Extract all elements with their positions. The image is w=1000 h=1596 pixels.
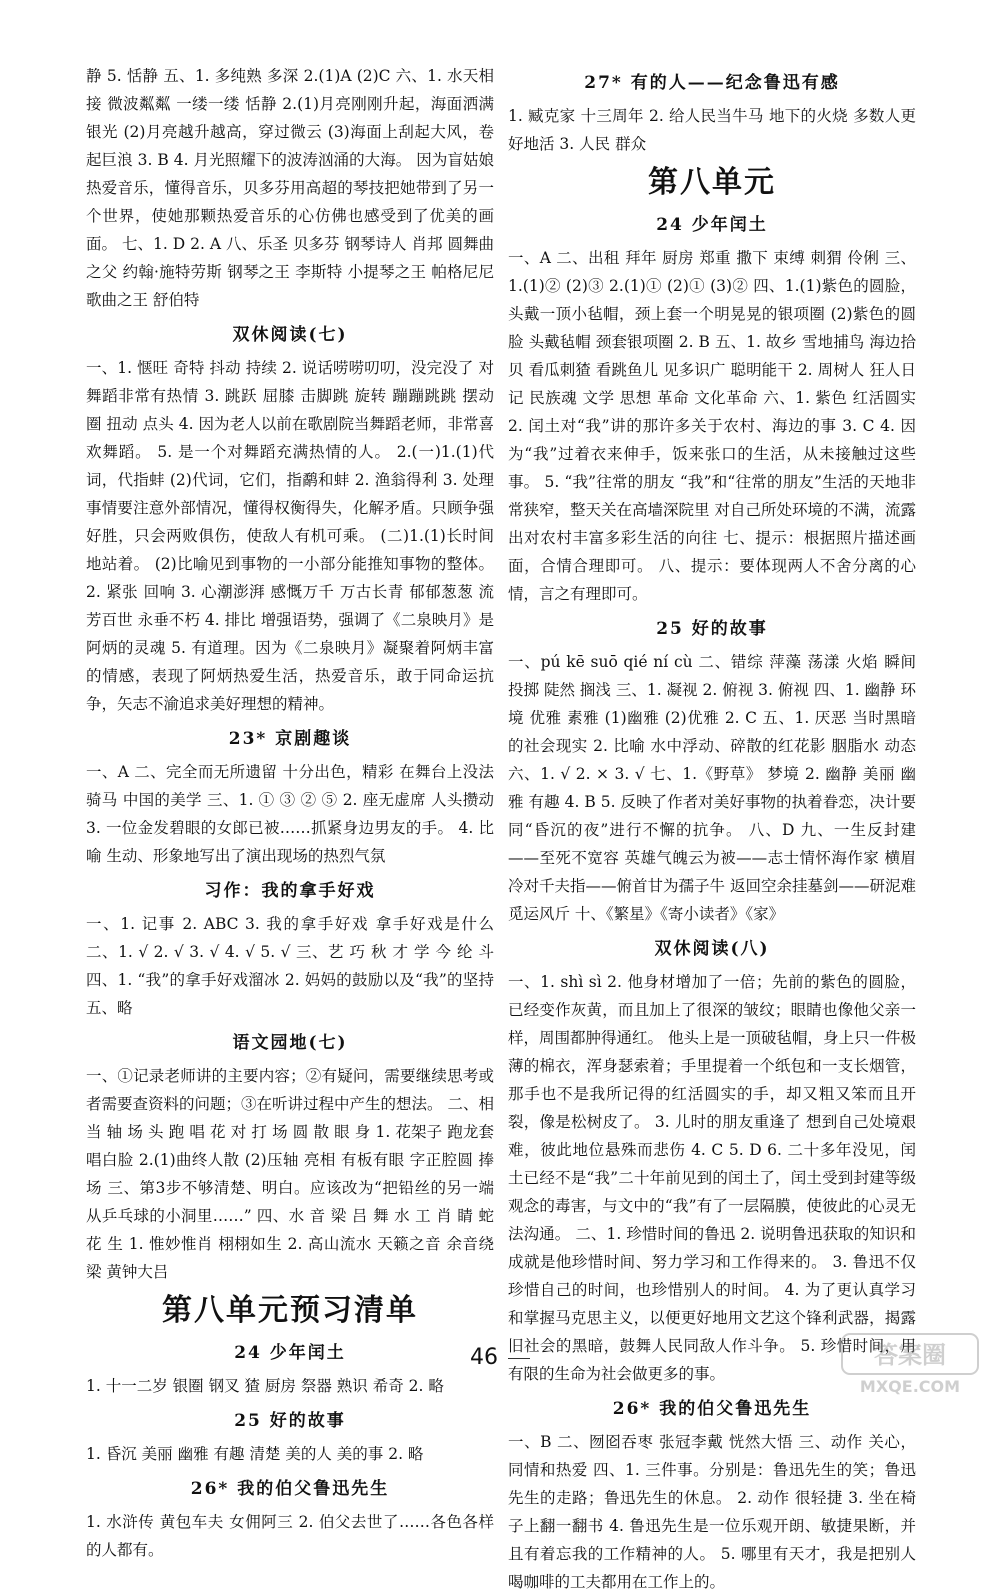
answer-paragraph: 1. 昏沉 美丽 幽雅 有趣 清楚 美的人 美的事 2. 略 [86, 1445, 424, 1463]
watermark-logo [840, 1332, 980, 1398]
section-heading: 双休阅读(八) [654, 939, 770, 959]
unit-heading: 第八单元 [648, 165, 776, 200]
answer-paragraph: 一、A 二、出租 拜年 厨房 郑重 撒下 束缚 刺猬 伶俐 三、1.(1)② (2)③ 2.(1)① (2)① (3)② 四、1.(1)紫色的圆脸，头戴一顶小毡帽，颈上套一个明晃晃的银项圈 (2)紫色的圆脸 头戴毡帽 颈套银项圈 2. B 五、1. 故乡 雪地捕鸟 海边拾贝 看瓜刺猹 看跳鱼儿 见多识广 聪明能干 2. 周树人 狂人日记 民族魂 文学 思想 革命 文化革命 六、1. 紫色 红活圆实 2. 闰土对“我”讲的那许多关于农村、海边的事 3. C 4. 因为“我”过着衣来伸手，饭来张口的生活，从未接触过这些事。 5. “我”往常的朋友 “我”和“往常的朋友”生活的天地非常狭窄，整天关在高墙深院里 对自己所处环境的不满，流露出对农村丰富多彩生活的向往 七、提示：根据照片描述画面，合情合理即可。 八、提示：要体现两人不舍分离的心情，言之有理即可。 [508, 249, 916, 603]
section-heading: 23* 京剧趣谈 [228, 729, 352, 749]
answer-paragraph: 1. 水浒传 黄包车夫 女佣阿三 2. 伯父去世了……各色各样的人都有。 [86, 1513, 494, 1559]
left-column [86, 62, 494, 1564]
unit-heading: 第八单元预习清单 [162, 1293, 418, 1328]
answer-paragraph: 一、①记录老师讲的主要内容；②有疑问，需要继续思考或者需要查资料的问题；③在听讲过程中产生的想法。 二、相 当 轴 场 头 跑 唱 花 对 打 场 圆 散 眼 身 1. 花架子 跑龙套 唱白脸 2.(1)曲终人散 (2)压轴 亮相 有板有眼 字正腔圆 捧场 三、第3步不够清楚、明白。应该改为“把铅丝的另一端从乒乓球的小洞里……” 四、水 音 梁 吕 舞 水 工 肖 睛 蛇 花 生 1. 惟妙惟肖 栩栩如生 2. 高山流水 天籁之音 余音绕梁 黄钟大吕 [86, 1067, 494, 1281]
section-heading: 习作：我的拿手好戏 [204, 881, 376, 901]
section-heading: 24 少年闰土 [234, 1343, 346, 1363]
section-heading: 语文园地(七) [232, 1033, 348, 1053]
answer-paragraph: 一、1. 惬旺 奇特 抖动 持续 2. 说话唠唠叨叨，没完没了 对舞蹈非常有热情 3. 跳跃 屈膝 击脚跳 旋转 蹦蹦跳跳 摆动 圈 扭动 点头 4. 因为老人以前在歌剧院当舞蹈老师，非常喜欢舞蹈。 5. 是一个对舞蹈充满热情的人。 2.(一)1.(1)代词，代指蚌 (2)代词，它们，指鹬和蚌 2. 渔翁得利 3. 处理事情要注意外部情况，懂得权衡得失，化解矛盾。只顾争强好胜，只会两败俱伤，使敌人有机可乘。 (二)1.(1)长时间地站着。 (2)比喻见到事物的一小部分能推知事物的整体。 2. 紧张 回响 3. 心潮澎湃 感慨万千 万古长青 郁郁葱葱 流芳百世 永垂不朽 4. 排比 增强语势，强调了《二泉映月》是阿炳的灵魂 5. 有道理。因为《二泉映月》凝聚着阿炳丰富的情感，表现了阿炳热爱生活，热爱音乐，敢于同命运抗争，矢志不渝追求美好理想的精神。 [86, 359, 494, 713]
watermark-url: MXQE.COM [859, 1377, 961, 1396]
answer-paragraph: 一、1. 记事 2. ABC 3. 我的拿手好戏 拿手好戏是什么 二、1. √ 2. √ 3. √ 4. √ 5. √ 三、艺 巧 秋 才 学 今 纶 斗 四、1. “我”的拿手好戏溜冰 2. 妈妈的鼓励以及“我”的坚持 五、略 [86, 915, 494, 1017]
section-heading: 24 少年闰土 [656, 215, 768, 235]
page-number-text: 46 [470, 1345, 498, 1370]
section-heading: 26* 我的伯父鲁迅先生 [190, 1479, 390, 1499]
section-heading: 25 好的故事 [234, 1411, 346, 1431]
watermark-title: 答案圈 [874, 1341, 946, 1369]
answer-paragraph: 一、1. shì sì 2. 他身材增加了一倍；先前的紫色的圆脸，已经变作灰黄，而且加上了很深的皱纹；眼睛也像他父亲一样，周围都肿得通红。 他头上是一顶破毡帽，身上只一件极薄的棉衣，浑身瑟索着；手里提着一个纸包和一支长烟管，那手也不是我所记得的红活圆实的手，却又粗又笨而且开裂，像是松树皮了。 3. 儿时的朋友重逢了 想到自己处境艰难，彼此地位悬殊而悲伤 4. C 5. D 6. 二十多年没见，闰土已经不是“我”二十年前见到的闰土了，闰土受到封建等级观念的毒害，与文中的“我”有了一层隔膜，使彼此的心灵无法沟通。 二、1. 珍惜时间的鲁迅 2. 说明鲁迅获取的知识和成就是他珍惜时间、努力学习和工作得来的。 3. 鲁迅不仅珍惜自己的时间，也珍惜别人的时间。 4. 为了更认真学习和掌握马克思主义，以便更好地用文艺这个锋利武器，揭露旧社会的黑暗，鼓舞人民同敌人作斗争。 5. 珍惜时间，用有限的生命为社会做更多的事。 [508, 973, 916, 1383]
section-heading: 双休阅读(七) [232, 325, 348, 345]
answer-paragraph: 一、pú kē suō qié ní cù 二、错综 萍藻 荡漾 火焰 瞬间 投掷 陡然 搁浅 三、1. 凝视 2. 俯视 3. 俯视 四、1. 幽静 环境 优雅 素雅 (1)幽雅 (2)优雅 2. C 五、1. 厌恶 当时黑暗的社会现实 2. 比喻 水中浮动、碎散的红花影 胭脂水 动态 六、1. √ 2. × 3. √ 七、1.《野草》 梦境 2. 幽静 美丽 幽雅 有趣 4. B 5. 反映了作者对美好事物的执着眷恋，决计要同“昏沉的夜”进行不懈的抗争。 八、D 九、一生反封建——至死不宽容 英雄气魄云为被——志士情怀海作家 横眉冷对千夫指——俯首甘为孺子牛 返回空余挂墓剑——研泥难觅运风斤 十、《繁星》《寄小读者》《家》 [508, 653, 916, 923]
answer-paragraph: 一、B 二、囫囵吞枣 张冠李戴 恍然大悟 三、动作 关心，同情和热爱 四、1. 三件事。分别是：鲁迅先生的笑；鲁迅先生的走路；鲁迅先生的休息。 2. 动作 很轻捷 3. 坐在椅子上翻一翻书 4. 鲁迅先生是一位乐观开朗、敏捷果断，并且有着忘我的工作精神的人。 5. 哪里有天才，我是把别人喝咖啡的工夫都用在工作上的。 [508, 1433, 916, 1591]
answer-paragraph: 一、A 二、完全而无所遗留 十分出色，精彩 在舞台上没法骑马 中国的美学 三、1. ① ③ ② ⑤ 2. 座无虚席 人头攒动 3. 一位金发碧眼的女郎已被……抓紧身边男友的手。 4. 比喻 生动、形象地写出了演出现场的热烈气氛 [86, 763, 494, 865]
answer-paragraph: 1. 臧克家 十三周年 2. 给人民当牛马 地下的火烧 多数人更好地活 3. 人民 群众 [508, 107, 916, 153]
page-number-dash [508, 1358, 530, 1359]
section-heading: 25 好的故事 [656, 619, 768, 639]
answer-paragraph: 静 5. 恬静 五、1. 多纯熟 多深 2.(1)A (2)C 六、1. 水天相接 微波粼粼 一缕一缕 恬静 2.(1)月亮刚刚升起，海面洒满银光 (2)月亮越升越高，穿过微云 (3)海面上刮起大风，卷起巨浪 3. B 4. 月光照耀下的波涛汹涌的大海。 因为盲姑娘热爱音乐，懂得音乐，贝多芬用高超的琴技把她带到了另一个世界，使她那颗热爱音乐的心仿佛也感受到了优美的画面。 七、1. D 2. A 八、乐圣 贝多芬 钢琴诗人 肖邦 圆舞曲之父 约翰·施特劳斯 钢琴之王 李斯特 小提琴之王 帕格尼尼 歌曲之王 舒伯特 [86, 67, 494, 309]
section-heading: 27* 有的人——纪念鲁迅有感 [584, 73, 840, 93]
section-heading: 26* 我的伯父鲁迅先生 [612, 1399, 812, 1419]
answer-paragraph: 1. 十一二岁 银圈 钢叉 猹 厨房 祭器 熟识 希奇 2. 略 [86, 1377, 444, 1395]
